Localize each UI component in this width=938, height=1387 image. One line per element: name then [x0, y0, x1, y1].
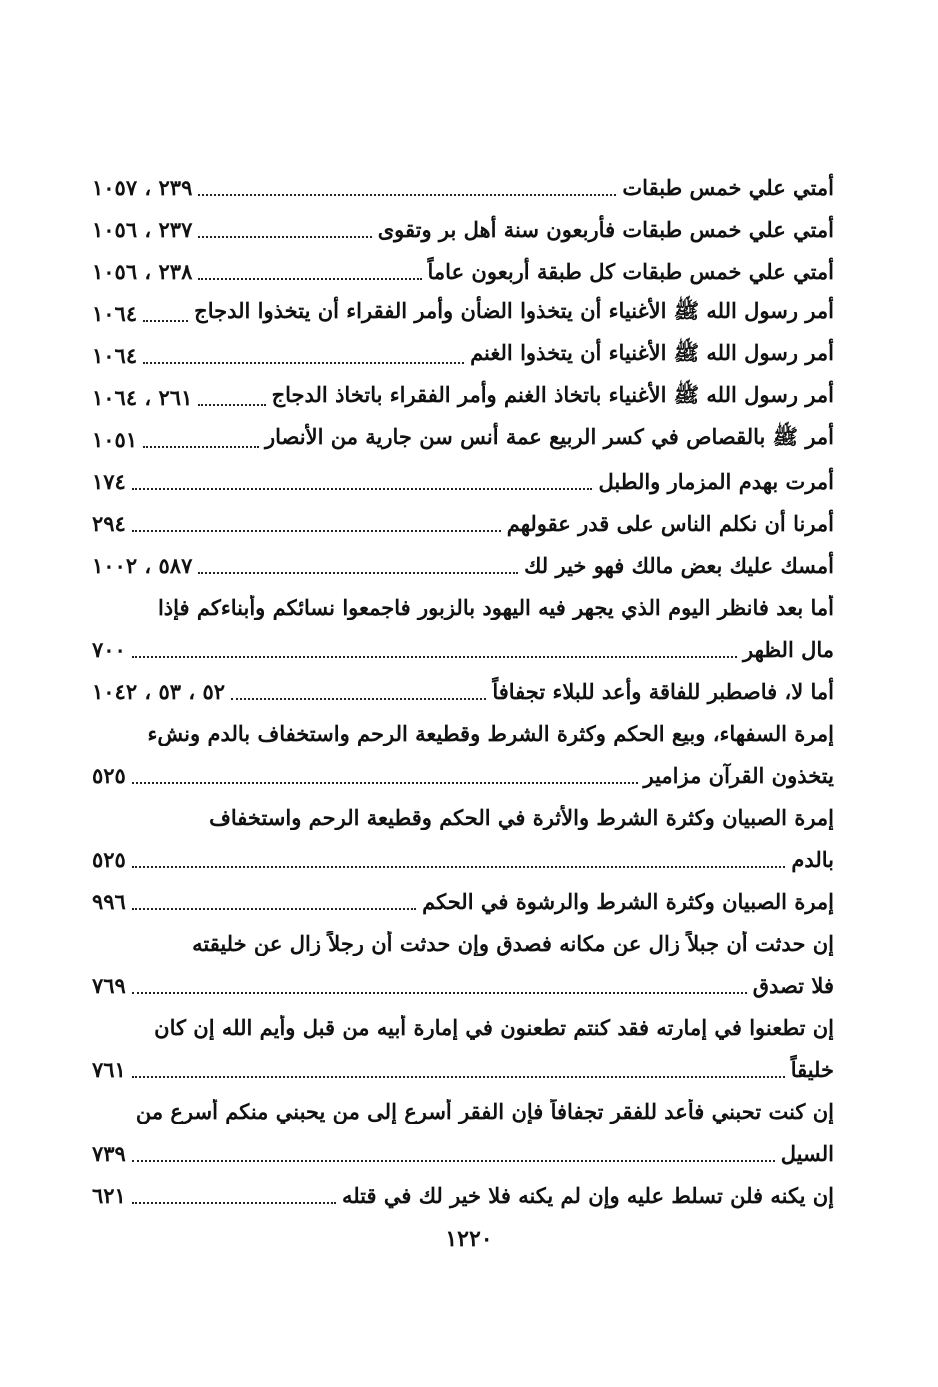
dot-leader: [143, 446, 259, 448]
entry-text: أمتي علي خمس طبقات: [622, 174, 834, 200]
entry-text: أمسك عليك بعض مالك فهو خير لك: [524, 552, 834, 578]
entry-page-numbers: ٢٣٩ ، ١٠٥٧: [92, 174, 193, 200]
dot-leader: [132, 530, 501, 532]
entry-text: خليقاً: [790, 1056, 834, 1082]
page-number: ١٢٢٠: [445, 1226, 493, 1252]
entry-text: إن تطعنوا في إمارته فقد كنتم تطعنون في إمارة أبيه من قبل وأيم الله إن كان: [154, 1014, 834, 1040]
entry-text: إمرة الصبيان وكثرة الشرط والأثرة في الحكم وقطيعة الرحم واستخفاف: [209, 804, 834, 830]
entry-page-numbers: ٥٢٥: [92, 762, 126, 788]
dot-leader: [143, 362, 464, 364]
index-entry-continued-line: [92, 1090, 834, 1132]
entry-page-numbers: ١٠٥١: [92, 426, 138, 452]
index-entry-continued-line: [92, 922, 834, 964]
index-entry: [92, 334, 834, 376]
entry-text: إن كنت تحبني فأعد للفقر تجفافاً فإن الفقر أسرع إلى من يحبني منكم أسرع من: [135, 1098, 834, 1124]
entry-text: أمرت بهدم المزمار والطبل: [598, 468, 834, 494]
dot-leader: [132, 1202, 336, 1204]
index-entry: [92, 460, 834, 502]
entry-page-numbers: ٢٣٧ ، ١٠٥٦: [92, 216, 193, 242]
index-entry: [92, 670, 834, 712]
entry-text: أما لا، فاصطبر للفاقة وأعد للبلاء تجفافاً: [492, 678, 834, 704]
entry-page-numbers: ٧٦١: [92, 1056, 126, 1082]
entry-text: أمرنا أن نكلم الناس على قدر عقولهم: [506, 510, 834, 536]
entry-page-numbers: ٥٢٥: [92, 846, 126, 872]
index-entry: [92, 544, 834, 586]
entry-text: إمرة الصبيان وكثرة الشرط والرشوة في الحكم: [422, 888, 834, 914]
index-entry: [92, 292, 834, 334]
dot-leader: [198, 236, 371, 238]
dot-leader: [132, 1076, 785, 1078]
entry-text: إن حدثت أن جبلاً زال عن مكانه فصدق وإن حدثت أن رجلاً زال عن خليقته: [192, 930, 834, 956]
entry-text: أمر رسول الله ﷺ الأغنياء أن يتخذوا الضأن وأمر الفقراء أن يتخذوا الدجاج: [194, 297, 834, 323]
entry-page-numbers: ٧٣٩: [92, 1140, 126, 1166]
index-entry: [92, 1048, 834, 1090]
index-entry: [92, 1132, 834, 1174]
index-entry: [92, 754, 834, 796]
index-entry: [92, 880, 834, 922]
dot-leader: [198, 194, 616, 196]
dot-leader: [198, 404, 265, 406]
index-entry-continued-line: [92, 1006, 834, 1048]
entry-page-numbers: ٥٨٧ ، ١٠٠٢: [92, 552, 193, 578]
dot-leader: [132, 488, 593, 490]
dot-leader: [132, 866, 785, 868]
entry-text: يتخذون القرآن مزامير: [643, 762, 834, 788]
index-entry: [92, 166, 834, 208]
index-entry: [92, 1174, 834, 1216]
dot-leader: [132, 782, 638, 784]
entry-page-numbers: ٩٩٦: [92, 888, 126, 914]
entry-text: إن يكنه فلن تسلط عليه وإن لم يكنه فلا خير لك في قتله: [341, 1182, 834, 1208]
index-entry: [92, 964, 834, 1006]
entry-text: بالدم: [791, 846, 834, 872]
entry-text: أمر رسول الله ﷺ الأغنياء باتخاذ الغنم وأمر الفقراء باتخاذ الدجاج: [271, 381, 834, 407]
entry-page-numbers: ٥٢ ، ٥٣ ، ١٠٤٢: [92, 678, 226, 704]
entry-page-numbers: ١٠٦٤: [92, 300, 138, 326]
entry-text: فلا تصدق: [752, 972, 834, 998]
index-entry: [92, 502, 834, 544]
entry-text: أمتي علي خمس طبقات كل طبقة أربعون عاماً: [427, 258, 834, 284]
entry-page-numbers: ٧٦٩: [92, 972, 126, 998]
dot-leader: [231, 698, 486, 700]
entry-text: أما بعد فانظر اليوم الذي يجهر فيه اليهود بالزبور فاجمعوا نسائكم وأبناءكم فإذا: [157, 594, 834, 620]
entry-page-numbers: ٧٠٠: [92, 636, 126, 662]
entry-text: مال الظهر: [743, 636, 834, 662]
index-entry-continued-line: [92, 712, 834, 754]
entry-text: أمر رسول الله ﷺ الأغنياء أن يتخذوا الغنم: [470, 339, 834, 365]
entry-page-numbers: ١٠٦٤: [92, 342, 138, 368]
index-entry-continued-line: [92, 586, 834, 628]
entry-page-numbers: ٢٣٨ ، ١٠٥٦: [92, 258, 193, 284]
entry-page-numbers: ٦٢١: [92, 1182, 126, 1208]
index-entry: [92, 838, 834, 880]
dot-leader: [132, 992, 747, 994]
entry-text: السيل: [780, 1140, 834, 1166]
index-list: [92, 166, 834, 1216]
index-entry: [92, 418, 834, 460]
index-entry: [92, 208, 834, 250]
entry-text: أمر ﷺ بالقصاص في كسر الربيع عمة أنس سن جارية من الأنصار: [265, 423, 834, 449]
dot-leader: [143, 320, 188, 322]
index-entry-continued-line: [92, 796, 834, 838]
dot-leader: [198, 278, 421, 280]
dot-leader: [132, 1160, 775, 1162]
index-entry: [92, 628, 834, 670]
index-entry: [92, 250, 834, 292]
dot-leader: [132, 656, 737, 658]
entry-page-numbers: ٢٩٤: [92, 510, 126, 536]
index-entry: [92, 376, 834, 418]
dot-leader: [198, 572, 518, 574]
entry-text: إمرة السفهاء، وبيع الحكم وكثرة الشرط وقطيعة الرحم واستخفاف بالدم ونشء: [147, 720, 834, 746]
dot-leader: [132, 908, 416, 910]
entry-page-numbers: ١٧٤: [92, 468, 126, 494]
entry-text: أمتي علي خمس طبقات فأربعون سنة أهل بر وتقوى: [377, 216, 834, 242]
entry-page-numbers: ٢٦١ ، ١٠٦٤: [92, 384, 193, 410]
